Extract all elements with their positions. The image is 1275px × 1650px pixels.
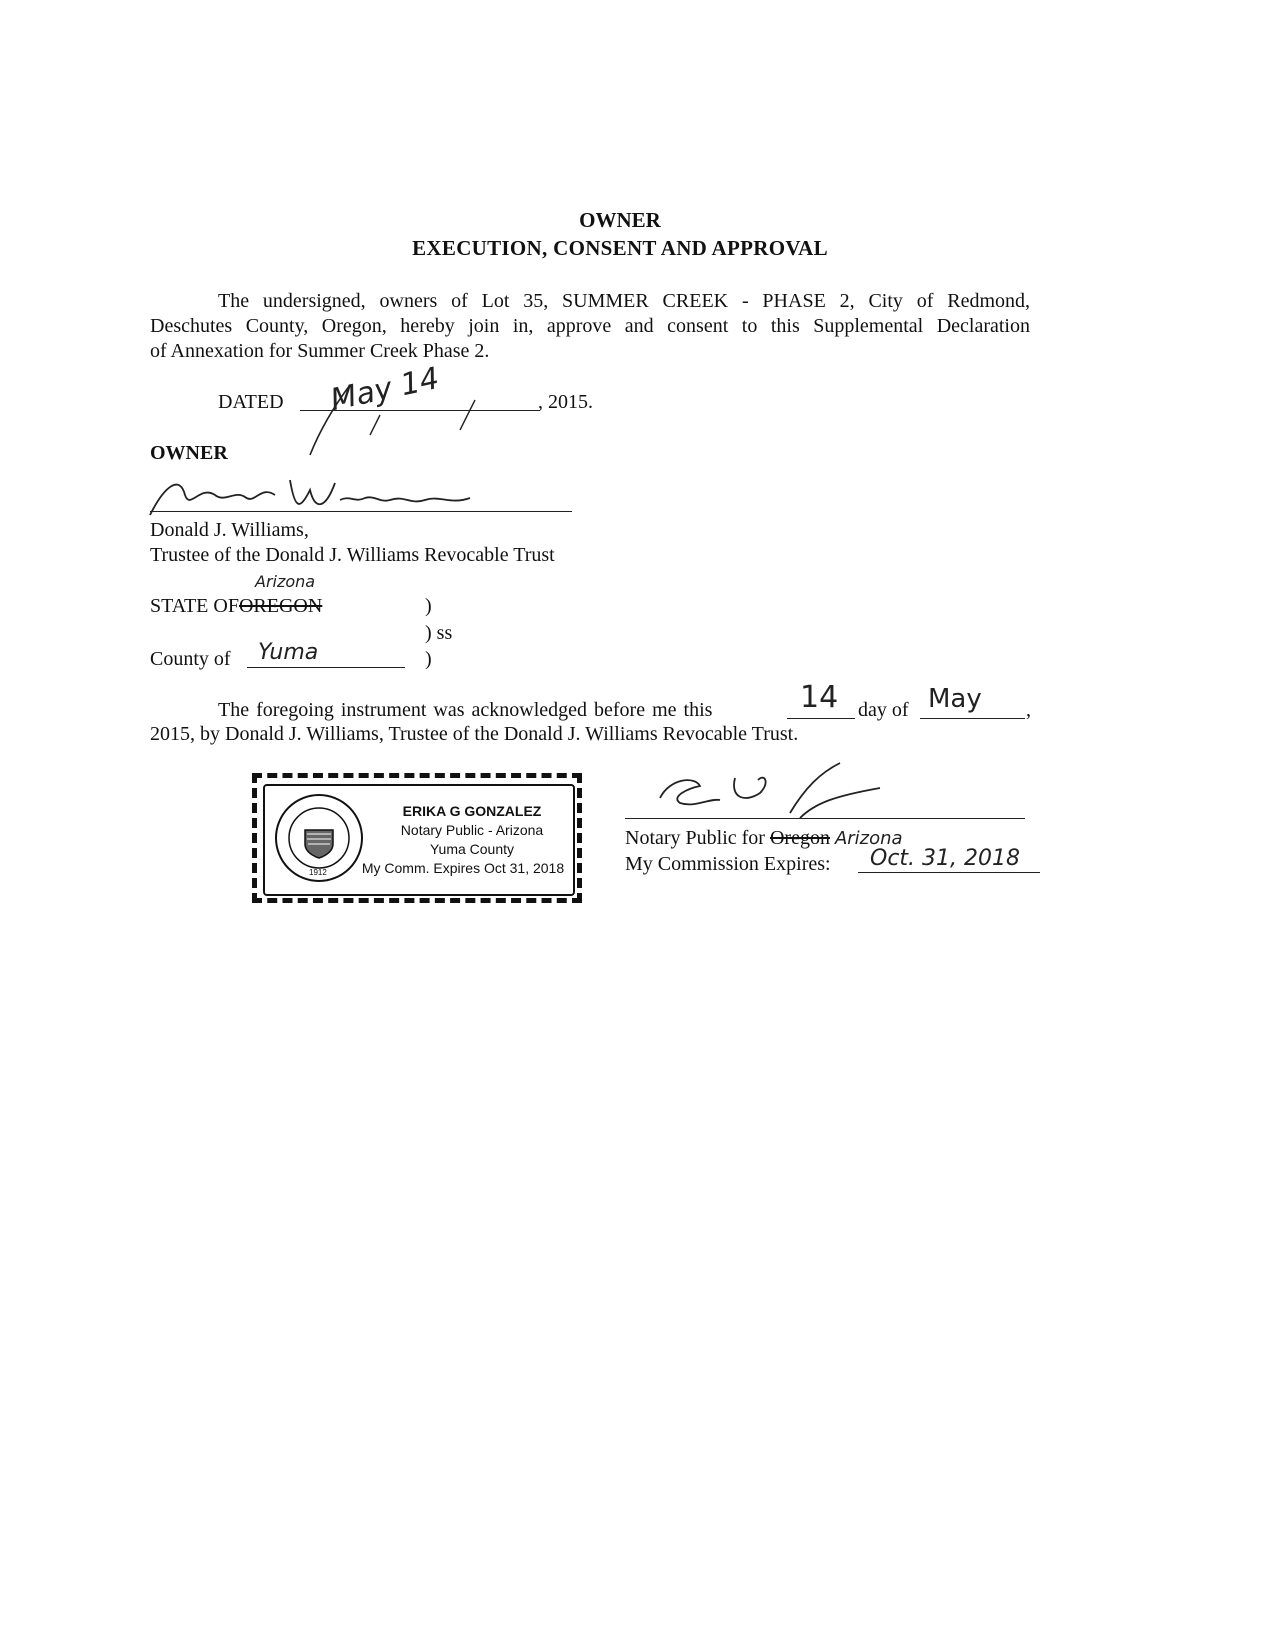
state-struck: OREGON	[238, 595, 323, 617]
ack-comma: ,	[1026, 699, 1031, 721]
owner-name: Donald J. Williams,	[150, 519, 309, 541]
intro-line-3: of Annexation for Summer Creek Phase 2.	[150, 340, 490, 362]
county-label: County of	[150, 648, 231, 670]
dated-year: , 2015.	[538, 391, 593, 413]
state-label-text: STATE OF	[150, 595, 239, 617]
title-execution: EXECUTION, CONSENT AND APPROVAL	[412, 236, 828, 260]
seal-year: 1912	[309, 868, 327, 877]
notary-public-for-label: Notary Public for	[625, 827, 765, 849]
venue-paren-1: )	[425, 595, 432, 617]
title-owner: OWNER	[579, 208, 661, 232]
ack-month-value: May	[928, 684, 982, 714]
dated-handwriting-strokes	[290, 375, 520, 465]
notary-public-for	[625, 825, 903, 852]
ack-day-value: 14	[800, 680, 839, 715]
state-label	[150, 593, 322, 619]
ack-line2: 2015, by Donald J. Williams, Trustee of the Donald J. Williams Revocable Trust.	[150, 723, 799, 745]
owner-title: Trustee of the Donald J. Williams Revocable Trust	[150, 544, 555, 566]
state-handwritten: Arizona	[255, 572, 316, 591]
notary-stamp	[252, 773, 582, 903]
dated-handwritten: May 14	[327, 360, 443, 419]
county-blank	[247, 667, 405, 668]
notary-expires-label: My Commission Expires:	[625, 853, 831, 875]
dated-label: DATED	[218, 391, 284, 413]
notary-expires-handwritten: Oct. 31, 2018	[870, 846, 1020, 871]
notary-public-for-handwritten: Arizona	[834, 828, 903, 849]
stamp-county: Yuma County	[429, 841, 515, 857]
owner-heading: OWNER	[150, 442, 228, 464]
venue-ss: ) ss	[425, 622, 453, 644]
stamp-title: Notary Public - Arizona	[400, 822, 544, 838]
ack-day-blank	[787, 718, 855, 719]
intro-line-2: Deschutes County, Oregon, hereby join in, approve and consent to this Supplemental Declaration	[150, 315, 1030, 337]
stamp-name: ERIKA G GONZALEZ	[402, 803, 542, 819]
notary-signature-line	[625, 818, 1025, 819]
stamp-expires: My Comm. Expires Oct 31, 2018	[361, 860, 565, 876]
notary-expires-blank	[858, 872, 1040, 873]
intro-line-1: The undersigned, owners of Lot 35, SUMMER CREEK - PHASE 2, City of Redmond,	[218, 290, 1030, 312]
venue-paren-3: )	[425, 648, 432, 670]
ack-part1: The foregoing instrument was acknowledged before me this	[218, 699, 713, 721]
county-handwritten: Yuma	[258, 640, 319, 665]
ack-day-label: day of	[858, 699, 909, 721]
ack-month-blank	[920, 718, 1025, 719]
notary-public-for-struck: Oregon	[769, 827, 830, 849]
owner-signature-image	[140, 465, 500, 525]
